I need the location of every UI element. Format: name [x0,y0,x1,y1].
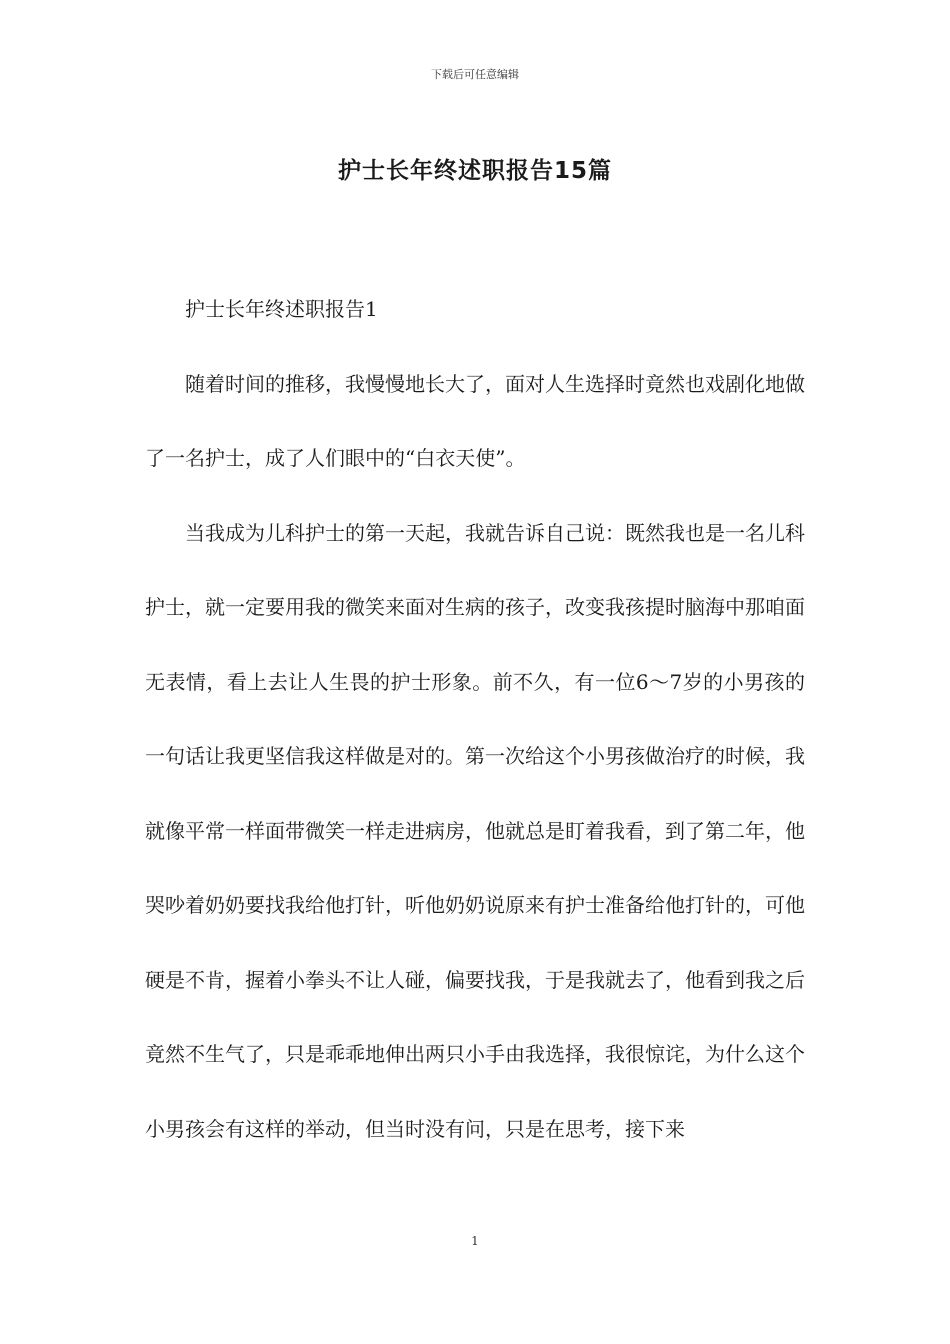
page-number: 1 [471,1234,479,1248]
document-body [145,272,805,1166]
document-title: 护士长年终述职报告15篇 [337,158,612,184]
paragraph-1: 随着时间的推移，我慢慢地长大了，面对人生选择时竟然也戏剧化地做了一名护士，成了人们眼中的“白衣天使”。 [145,371,805,470]
header-note: 下载后可任意编辑 [431,68,519,81]
section-heading: 护士长年终述职报告1 [185,297,378,321]
paragraph-2: 当我成为儿科护士的第一天起，我就告诉自己说：既然我也是一名儿科护士，就一定要用我的微笑来面对生病的孩子，改变我孩提时脑海中那咱面无表情，看上去让人生畏的护士形象。前不久，有一位6～7岁的小男孩的一句话让我更坚信我这样做是对的。第一次给这个小男孩做治疗的时候，我就像平常一样面带微笑一样走进病房，他就总是盯着我看，到了第二年，他哭吵着奶奶要找我给他打针，听他奶奶说原来有护士准备给他打针的，可他硬是不肯，握着小拳头不让人碰，偏要找我，于是我就去了，他看到我之后竟然不生气了，只是乖乖地伸出两只小手由我选择，我很惊诧，为什么这个小男孩会有这样的举动，但当时没有问，只是在思考，接下来 [145,520,805,1141]
